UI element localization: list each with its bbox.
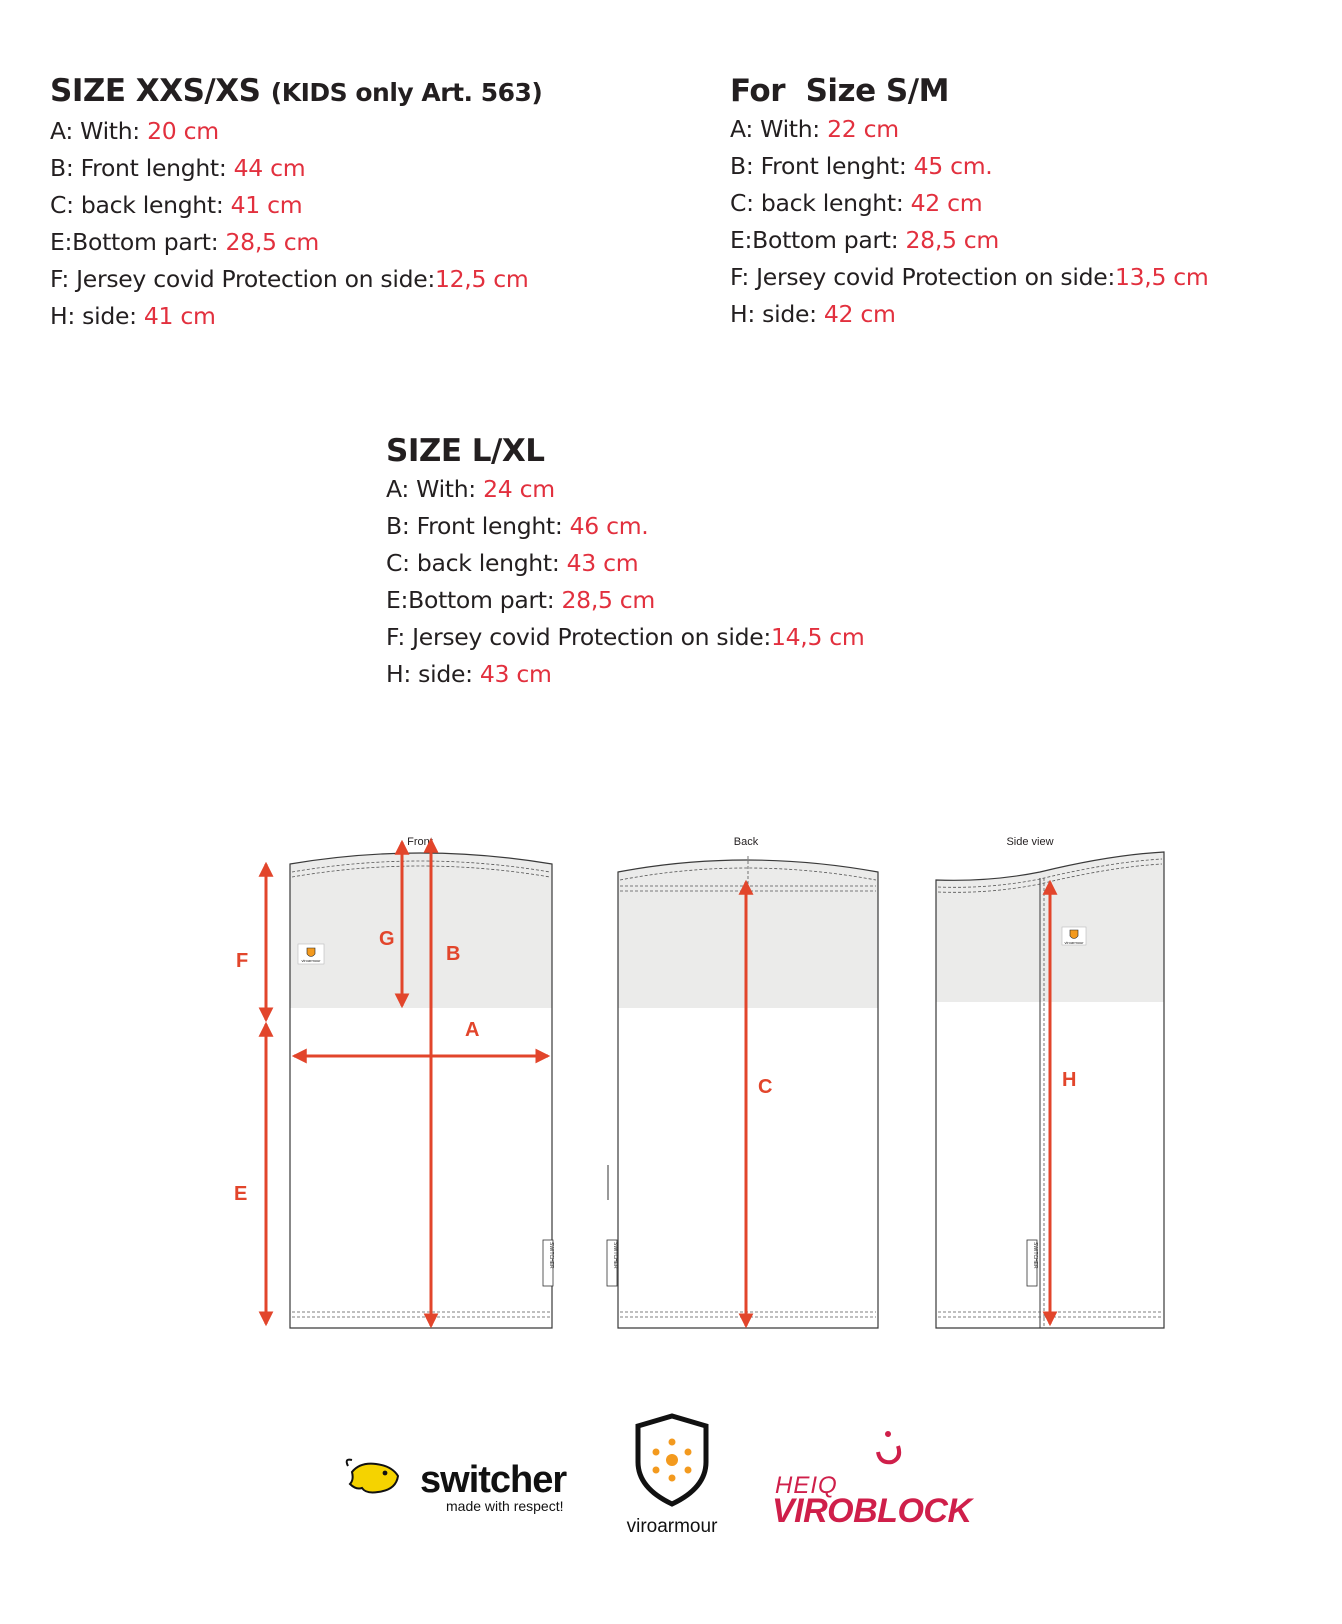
- row-a: A: With: 20 cm: [50, 117, 219, 145]
- row-b: B: Front lenght: 46 cm.: [386, 512, 649, 540]
- front-view-title: Front: [407, 836, 433, 848]
- label-f: F: [236, 950, 249, 972]
- viroblock-wordmark: VIROBLOCK: [772, 1492, 972, 1530]
- row-f: F: Jersey covid Protection on side:13,5 cm: [730, 263, 1209, 291]
- row-h: H: side: 42 cm: [730, 300, 896, 328]
- label-e: E: [234, 1183, 248, 1205]
- svg-text:SWITCHER: SWITCHER: [1032, 1242, 1038, 1269]
- shield-icon: [307, 948, 315, 957]
- switcher-tagline: made with respect!: [446, 1498, 564, 1514]
- side-view: [936, 836, 1164, 1328]
- size-block-s-m: [730, 72, 1209, 333]
- row-a: A: With: 22 cm: [730, 115, 899, 143]
- row-a: A: With: 24 cm: [386, 475, 555, 503]
- heiq-wordmark: HEIQ: [775, 1472, 838, 1499]
- switcher-wordmark: switcher: [420, 1459, 567, 1501]
- shield-icon: [1070, 930, 1078, 939]
- row-e: E:Bottom part: 28,5 cm: [386, 586, 656, 614]
- row-f: F: Jersey covid Protection on side:12,5 cm: [50, 265, 529, 293]
- viroarmour-logo: [627, 1416, 718, 1537]
- brand-logos: [0, 1410, 1342, 1550]
- svg-text:viroarmour: viroarmour: [1064, 940, 1084, 945]
- label-g: G: [379, 928, 395, 950]
- svg-text:SWITCHER: SWITCHER: [548, 1242, 554, 1269]
- row-h: H: side: 41 cm: [50, 302, 216, 330]
- label-b: B: [446, 943, 461, 965]
- row-h: H: side: 43 cm: [386, 660, 552, 688]
- size-title-s-m: For Size S/M: [730, 73, 949, 109]
- size-block-l-xl: [386, 432, 865, 693]
- back-view-title: Back: [733, 836, 759, 848]
- size-title-xxs-xs: SIZE XXS/XS (KIDS only Art. 563): [50, 73, 543, 109]
- row-e: E:Bottom part: 28,5 cm: [730, 226, 1000, 254]
- row-f: F: Jersey covid Protection on side:14,5 cm: [386, 623, 865, 651]
- label-h: H: [1062, 1069, 1077, 1091]
- heiq-viroblock-logo: [772, 1431, 974, 1530]
- front-view: [234, 836, 554, 1328]
- size-block-xxs-xs: [50, 72, 542, 335]
- switcher-logo: [347, 1459, 568, 1514]
- label-c: C: [758, 1076, 773, 1098]
- size-title-l-xl: SIZE L/XL: [386, 433, 545, 469]
- label-a: A: [465, 1019, 480, 1041]
- svg-text:viroarmour: viroarmour: [301, 958, 321, 963]
- garment-diagram: [0, 820, 1342, 1340]
- front-grey-panel: [290, 853, 552, 1008]
- row-b: B: Front lenght: 44 cm: [50, 154, 306, 182]
- svg-text:SWITCHER: SWITCHER: [612, 1242, 618, 1269]
- heiq-swirl-icon: [878, 1446, 899, 1462]
- viroarmour-wordmark: viroarmour: [626, 1516, 718, 1537]
- side-view-title: Side view: [1006, 836, 1054, 848]
- row-e: E:Bottom part: 28,5 cm: [50, 228, 320, 256]
- row-c: C: back lenght: 41 cm: [50, 191, 303, 219]
- whale-icon: [350, 1464, 398, 1493]
- row-b: B: Front lenght: 45 cm.: [730, 152, 993, 180]
- back-view: [607, 836, 878, 1328]
- row-c: C: back lenght: 43 cm: [386, 549, 639, 577]
- row-c: C: back lenght: 42 cm: [730, 189, 983, 217]
